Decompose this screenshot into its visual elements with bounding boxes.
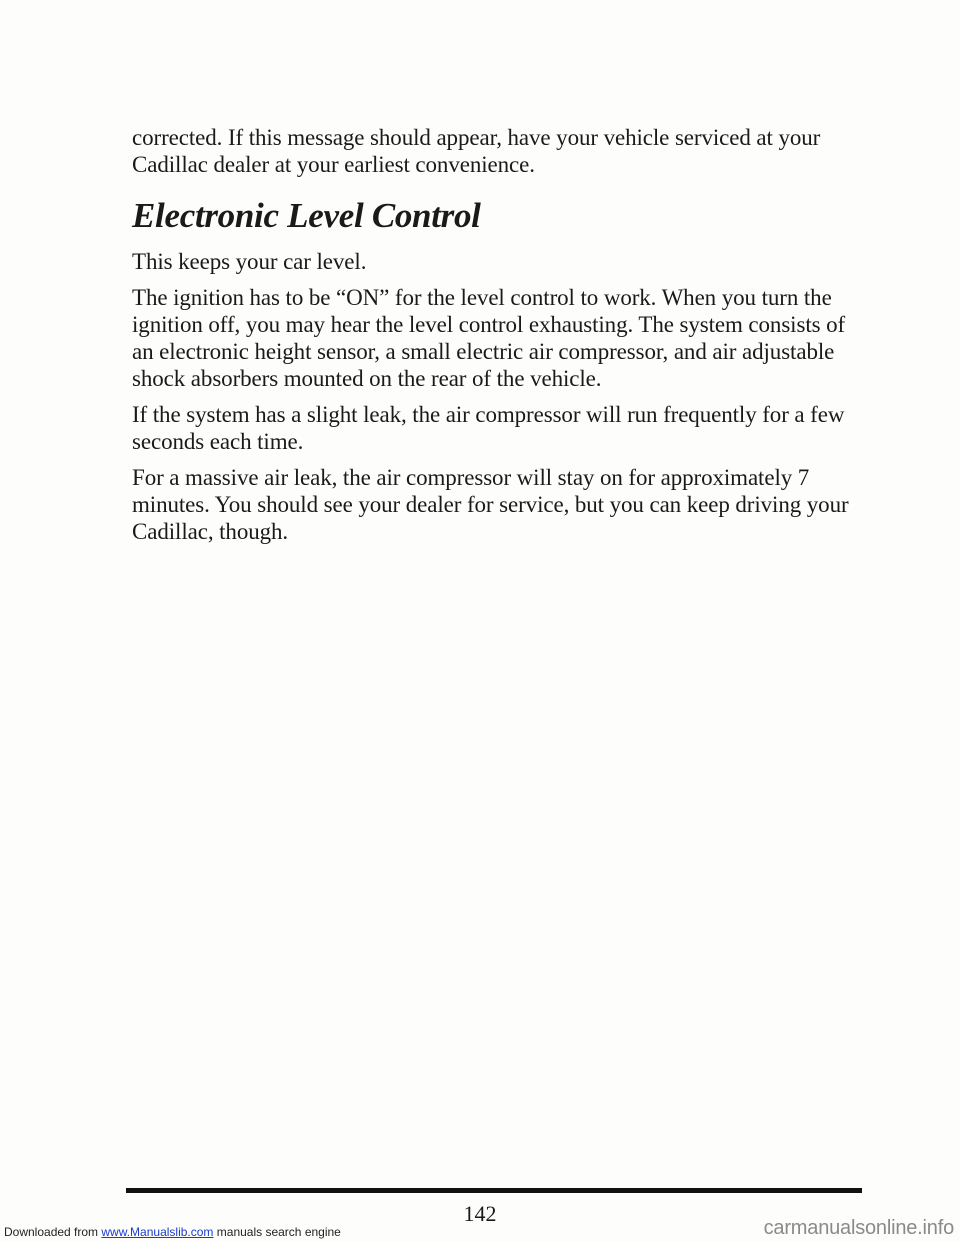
page-number: 142 [463,1201,497,1226]
download-credit-suffix: manuals search engine [213,1225,341,1239]
paragraph-3: If the system has a slight leak, the air compressor will run frequently for a few seconds each time. [132,402,845,454]
section-heading: Electronic Level Control [132,196,481,235]
download-credit [4,1224,341,1240]
manualslib-link[interactable]: www.Manualslib.com [101,1225,214,1239]
watermark-text: carmanualsonline.info [763,1217,954,1239]
paragraph-2: The ignition has to be “ON” for the level control to work. When you turn the ignition off, you may hear the level control exhausting. The system consists of an electronic height sensor, a small electric air compressor, and air adjustable shock absorbers mounted on the rear of the vehicle. [132,285,846,391]
paragraph-4: For a massive air leak, the air compressor will stay on for approximately 7 minutes. You should see your dealer for service, but you can keep driving your Cadillac, though. [132,465,849,544]
intro-paragraph: corrected. If this message should appear, have your vehicle serviced at your Cadillac dealer at your earliest convenience. [132,125,821,177]
page-content [132,124,862,554]
download-credit-prefix: Downloaded from [4,1225,102,1239]
paragraph-1: This keeps your car level. [132,249,367,274]
footer-rule [126,1188,862,1193]
